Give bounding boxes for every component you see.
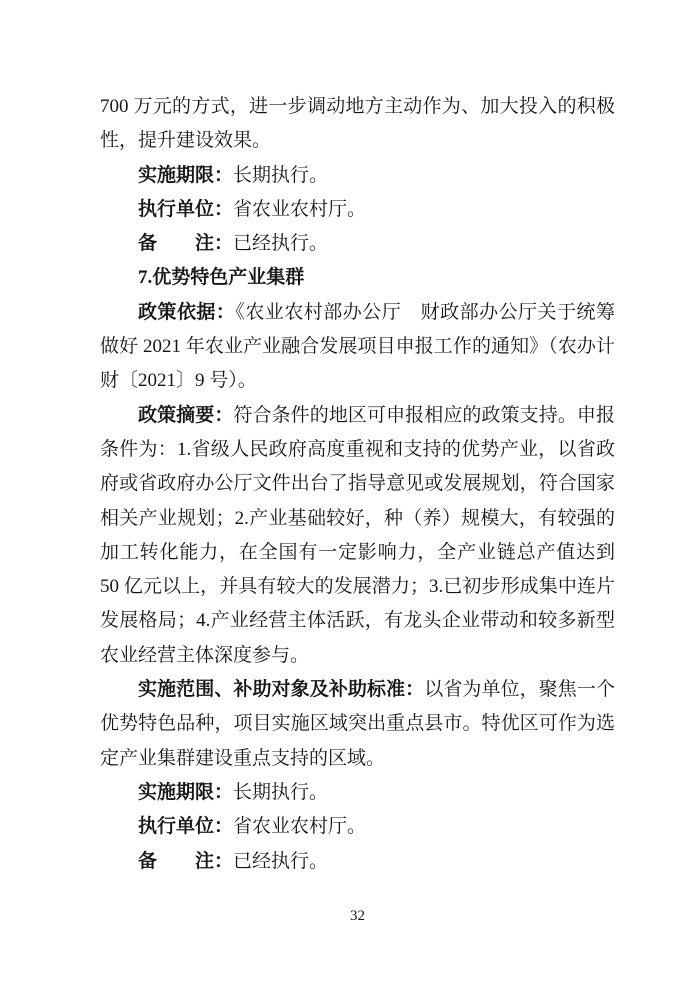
field-label: 实施期限：: [138, 164, 234, 186]
field-value: 符合条件的地区可申报相应的政策支持。申报条件为：1.省级人民政府高度重视和支持的优势产业，以省政府或省政府办公厅文件出台了指导意见或发展规划，符合国家相关产业规划；2.产业基础较好，种（养）规模大，有较强的加工转化能力，在全国有一定影响力，全产业链总产值达到 50 亿元以上，并具有较大的发展潜力；3.已初步形成集中连片发展格局；4.产业经营主体活跃，有龙头企业带动和较多新型农业经营主体深度参与。: [100, 404, 615, 666]
paragraph-continuation: [100, 90, 615, 159]
field-label: 实施期限：: [138, 781, 234, 803]
field-value: 省农业农村厅。: [233, 198, 367, 220]
field-value: 已经执行。: [233, 233, 329, 255]
field-policy-summary: [100, 399, 615, 673]
field-value: 长期执行。: [233, 164, 329, 186]
page-number: 32: [350, 908, 365, 924]
field-label: 执行单位：: [138, 198, 234, 220]
field-label: 实施范围、补助对象及补助标准：: [138, 679, 425, 701]
field-value: 以省为单位，聚焦一个优势特色品种，项目实施区域突出重点县市。特优区可作为选定产业集群建设重点支持的区域。: [100, 679, 615, 769]
field-remarks-2: [100, 845, 615, 879]
field-label: 执行单位：: [138, 816, 234, 838]
field-executing-unit-2: [100, 810, 615, 844]
field-executing-unit: [100, 193, 615, 227]
page-body-text: [100, 90, 615, 879]
field-label: 备 注：: [138, 233, 234, 255]
field-label: 政策摘要：: [138, 404, 234, 426]
section-heading-text: 7.优势特色产业集群: [138, 267, 305, 289]
field-implementation-period: [100, 159, 615, 193]
field-remarks: [100, 227, 615, 261]
field-implementation-period-2: [100, 776, 615, 810]
field-value: 长期执行。: [233, 781, 329, 803]
field-value: 已经执行。: [233, 850, 329, 872]
paragraph-text: 700 万元的方式，进一步调动地方主动作为、加大投入的积极性，提升建设效果。: [100, 96, 615, 152]
field-label: 政策依据：: [138, 301, 236, 323]
section-heading-7: [100, 261, 615, 295]
field-label: 备 注：: [138, 850, 234, 872]
field-value: 《农业农村部办公厅 财政部办公厅关于统筹做好 2021 年农业产业融合发展项目申报工作的通知》（农办计财〔2021〕9 号）。: [100, 301, 615, 392]
field-scope-and-subsidy-standard: [100, 673, 615, 776]
field-policy-basis: [100, 296, 615, 399]
field-value: 省农业农村厅。: [233, 816, 367, 838]
